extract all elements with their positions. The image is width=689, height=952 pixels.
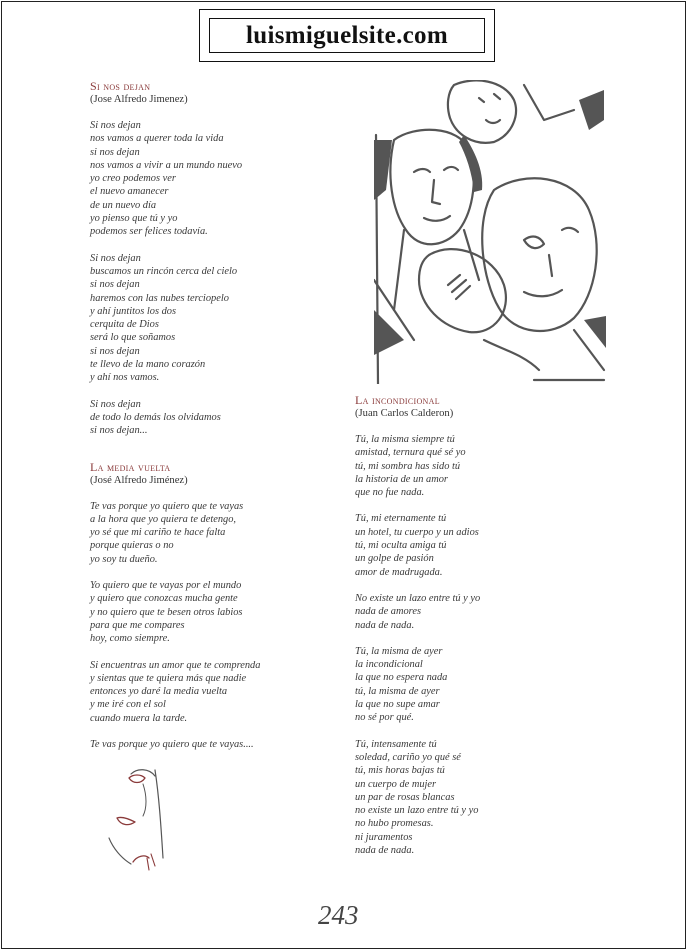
lyrics-line: haremos con las nubes terciopelo (90, 292, 229, 304)
lyrics-line: No existe un lazo entre tú y yo (355, 592, 481, 604)
lyrics-line: si nos dejan (90, 279, 140, 291)
lyrics-stanza (90, 579, 330, 645)
lyrics-line: podemos ser felices todavía. (90, 226, 208, 238)
lyrics-line: para que me compares (90, 619, 185, 631)
site-name: luismiguelsite.com (209, 18, 485, 53)
lyrics-line: Yo quiero que te vayas por el mundo (90, 580, 242, 592)
song-author: (Juan Carlos Calderon) (355, 408, 454, 419)
lyrics-line: entonces yo daré la media vuelta (90, 686, 228, 698)
lyrics-line: y sientas que te quiera más que nadie (90, 672, 247, 684)
lyrics-line: y ahí juntitos los dos (90, 305, 177, 317)
lyrics-line: Te vas porque yo quiero que te vayas (90, 500, 244, 512)
lyrics-line: Tú, mi eternamente tú (355, 513, 447, 525)
lyrics-line: hoy, como siempre. (90, 633, 170, 645)
song-author: (Jose Alfredo Jimenez) (90, 94, 188, 105)
lyrics-line: Tú, intensamente tú (355, 738, 437, 750)
lyrics-line: Si encuentras un amor que te comprenda (90, 659, 261, 671)
lyrics-line: la que no supe amar (355, 699, 440, 711)
lyrics-line: no existe un lazo entre tú y yo (355, 805, 479, 817)
lyrics-line: nos vamos a vivir a un mundo nuevo (90, 159, 243, 171)
lyrics-stanza (90, 738, 330, 751)
lyrics-stanza (355, 433, 605, 499)
song-title: La media vuelta (90, 459, 171, 474)
song (90, 460, 330, 752)
lyrics-line: Si nos dejan (90, 120, 141, 131)
lyrics-line: soledad, cariño yo qué sé (355, 751, 461, 763)
lyrics-line: yo sé que mi cariño te hace falta (90, 527, 226, 539)
lyrics-line: un hotel, tu cuerpo y un adios (355, 526, 479, 538)
lyrics-line: yo soy tu dueño. (90, 553, 158, 565)
lyrics-line: si nos dejan (90, 345, 140, 357)
lyrics-line: la incondicional (355, 659, 423, 671)
lyrics-line: si nos dejan (90, 146, 140, 158)
lyrics-line: y me iré con el sol (90, 699, 166, 711)
lyrics-line: si nos dejan... (90, 425, 148, 437)
lyrics-line: no sé por qué. (355, 712, 414, 724)
lyrics-line: Tú, la misma siempre tú (355, 434, 455, 445)
lyrics-line: será lo que soñamos (90, 332, 176, 344)
lyrics-stanza (90, 398, 330, 438)
lyrics-line: Tú, la misma de ayer (355, 645, 443, 657)
lyrics-stanza (90, 659, 330, 725)
lyrics-line: yo creo podemos ver (90, 173, 176, 185)
song-title: Si nos dejan (90, 79, 151, 93)
lyrics-line: tú, la misma de ayer (355, 685, 440, 697)
lyrics-stanza (355, 645, 605, 725)
lyrics-stanza (90, 252, 330, 385)
lyrics-line: cuando muera la tarde. (90, 712, 188, 724)
lyrics-line: el nuevo amanecer (90, 186, 169, 198)
lyrics-stanza (90, 500, 330, 566)
lyrics-line: tú, mi sombra has sido tú (355, 460, 461, 472)
lyrics-line: un golpe de pasión (355, 553, 434, 565)
lyrics-line: a la hora que yo quiera te detengo, (90, 513, 237, 525)
lyrics-line: de todo lo demás los olvidamos (90, 411, 221, 423)
lyrics-line: la que no espera nada (355, 672, 448, 684)
lyrics-line: nada de amores (355, 606, 421, 618)
lyrics-line: y ahí nos vamos. (90, 372, 160, 384)
lyrics-line: y no quiero que te besen otros labios (90, 606, 243, 618)
lyrics-line: tú, mis horas bajas tú (355, 765, 445, 777)
lyrics-line: amistad, ternura qué sé yo (355, 447, 466, 459)
lyrics-line: ni juramentos (355, 831, 413, 843)
lyrics-line: que no fue nada. (355, 487, 425, 499)
lyrics-line: un par de rosas blancas (355, 791, 455, 803)
lyrics-line: y quiero que conozcas mucha gente (90, 593, 238, 605)
site-logo-badge (199, 9, 495, 62)
lyrics-line: un cuerpo de mujer (355, 778, 437, 790)
lyrics-stanza (355, 592, 605, 632)
page-number: 243 (318, 900, 359, 930)
lyrics-line: Te vas porque yo quiero que te vayas.... (90, 738, 254, 750)
left-column (90, 79, 330, 764)
song-author: (José Alfredo Jiménez) (90, 474, 188, 486)
lyrics-line: no hubo promesas. (355, 818, 434, 830)
lyrics-line: te llevo de la mano corazón (90, 359, 206, 371)
lyrics-line: cerquita de Dios (90, 319, 159, 331)
lyrics-line: porque quieras o no (90, 540, 174, 552)
lyrics-line: Si nos dejan (90, 398, 141, 410)
song (355, 393, 605, 857)
lyrics-stanza (90, 119, 330, 239)
lyrics-line: de un nuevo día (90, 199, 157, 211)
lyrics-line: nos vamos a querer toda la vida (90, 133, 224, 145)
face-line-sketch-illustration (103, 766, 168, 876)
right-column (355, 393, 605, 870)
lyrics-line: yo pienso que tú y yo (90, 213, 178, 225)
lyrics-line: buscamos un rincón cerca del cielo (90, 265, 238, 277)
song-title: La incondicional (355, 393, 440, 407)
lyrics-line: Si nos dejan (90, 252, 141, 264)
lyrics-line: amor de madrugada. (355, 566, 443, 578)
faces-sketch-illustration (374, 80, 606, 384)
lyrics-line: nada de nada. (355, 619, 415, 631)
lyrics-stanza (355, 738, 605, 858)
lyrics-stanza (355, 512, 605, 578)
song (90, 79, 330, 438)
lyrics-line: la historia de un amor (355, 473, 448, 485)
lyrics-line: tú, mi oculta amiga tú (355, 540, 447, 552)
lyrics-line: nada de nada. (355, 845, 415, 857)
